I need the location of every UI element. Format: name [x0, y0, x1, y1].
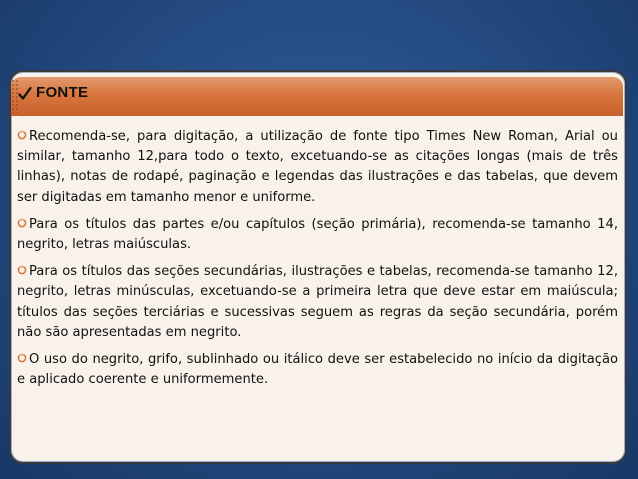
paragraph-2: [17, 215, 618, 255]
paragraph-3: [17, 262, 618, 343]
heading-label: FONTE: [36, 84, 89, 101]
paragraph-text: Para os títulos das seções secundárias, ilustrações e tabelas, recomenda-se tamanho 12, negrito, letras minúsculas, excetuando-se a primeira letra que deve estar em maiúscula; títulos das seções terciárias e sucessivas seguem as regras da seção secundária, porém não são apresentadas em negrito.: [17, 264, 618, 340]
orange-ring-bullet-icon: [17, 130, 27, 140]
orange-ring-bullet-icon: [17, 265, 27, 275]
paragraph-4: [17, 350, 618, 390]
paragraph-text: Para os títulos das partes e/ou capítulos (seção primária), recomenda-se tamanho 14, negrito, letras maiúsculas.: [17, 216, 618, 253]
orange-ring-bullet-icon: [17, 218, 27, 228]
paragraph-1: [17, 127, 618, 208]
heading-band: [11, 77, 623, 116]
heading: [18, 84, 88, 102]
checkmark-icon: [18, 86, 32, 101]
orange-ring-bullet-icon: [17, 353, 27, 363]
body-text: [17, 127, 618, 397]
paragraph-text: O uso do negrito, grifo, sublinhado ou itálico deve ser estabelecido no início da digitação e aplicado coerente e uniformemente.: [17, 352, 618, 388]
paragraph-text: Recomenda-se, para digitação, a utilização de fonte tipo Times New Roman, Arial ou similar, tamanho 12,para todo o texto, excetuando-se as citações longas (mais de três linhas), notas de rodapé, paginação e legendas das ilustrações e das tabelas, que devem ser digitadas em tamanho menor e uniforme.: [17, 129, 618, 205]
